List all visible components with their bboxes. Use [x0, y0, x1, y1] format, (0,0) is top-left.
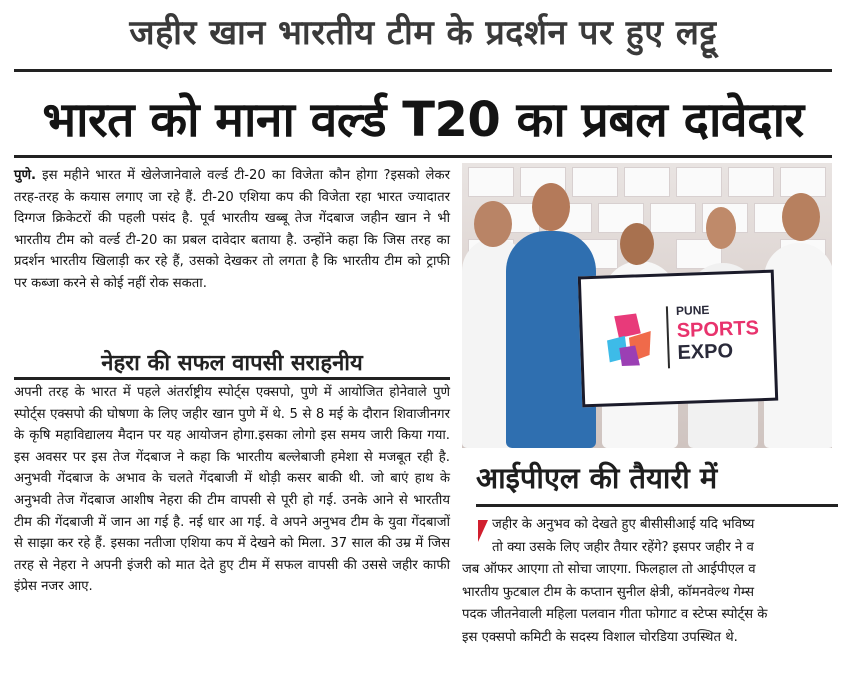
expo-logo-icon: [604, 311, 656, 369]
ipl-line: भारतीय फुटबाल टीम के कप्तान सुनील क्षेत्री, कॉमनवेल्थ गेम्स: [462, 584, 755, 600]
placard-line-1: PUNE: [675, 302, 710, 319]
lead-text: इस महीने भारत में खेलेजानेवाले वर्ल्ड टी-20 का विजेता कौन होगा ?इसको लेकर तरह-तरह के कयास लगाए जा रहे हैं. टी-20 एशिया कप की विजेता रहा भारत ज्यादातर दिग्गज क्रिकेटरों की पहली पसंद है. पूर्व भारतीय खब्बू तेज गेंदबाज जहीन खान ने भी भारतीय टीम को वर्ल्ड टी-20 का प्रबल दावेदार बताया है. उन्होंने कहा कि जिस तरह का प्रदर्शन भारतीय खिलाड़ी कर रहे हैं, उसको देखकर तो लगता है कि भारतीय टीम को ट्राफी पर कब्जा करने से कोई नहीं रोक सकता.: [14, 168, 450, 291]
kicker-headline: जहीर खान भारतीय टीम के प्रदर्शन पर हुए लट्टू: [129, 13, 717, 53]
ipl-paragraph: [462, 514, 840, 649]
expo-logo-placard: [578, 270, 778, 408]
ipl-subheading: आईपीएल की तैयारी में: [476, 458, 838, 507]
dateline: पुणे.: [14, 168, 37, 183]
ipl-line: जब ऑफर आएगा तो सोचा जाएगा. फिलहाल तो आईपीएल व: [462, 562, 756, 577]
body-paragraph: अपनी तरह के भारत में पहले अंतर्राष्ट्रीय स्पोर्ट्स एक्सपो, पुणे में आयोजित होनेवाले पुणे स्पोर्ट्स एक्सपो की घोषणा के लिए जहीर खान पुणे में थे. 5 से 8 मई के दौरान शिवाजीनगर के कृषि महाविद्यालय मैदान पर यह आयोजन होगा.इसका लोगो इस समय जारी किया गया. इस अवसर पर इस तेज गेंदबाज ने कहा कि भारतीय बल्लेबाजी हमेशा से मजबूत रही है. अनुभवी गेंदबाज के अभाव के चलते गेंदबाजी में थोड़ी कसर बाकी थी. जो बाएं हाथ के अनुभवी तेज गेंदबाज आशीष नेहरा की टीम वापसी से पूरी हो गई. उनके आने से भारतीय टीम की गेंदबाजी में जान आ गई है. नई धार आ गई. वे अपने अनुभव टीम के युवा गेंदबाजों से साझा कर रहे हैं. इसका नतीजा एशिया कप में देखने को मिला. 37 साल की उम्र में जिस तरह से नेहरा ने अपनी इंजरी को मात देते हुए टीम में सफल वापसी की उससे जहीर काफी इंप्रेस नजर आए.: [14, 385, 450, 595]
divider: [14, 69, 832, 72]
placard-line-2: SPORTS: [676, 317, 760, 343]
subheading: नेहरा की सफल वापसी सराहनीय: [14, 347, 450, 380]
divider: [14, 155, 832, 158]
event-photo: [462, 163, 832, 448]
placard-line-3: EXPO: [677, 340, 734, 365]
ipl-line: पदक जीतनेवाली महिला पलवान गीता फोगाट व स्टेप्स स्पोर्ट्स के: [462, 607, 768, 622]
ipl-line: जहीर के अनुभव को देखते हुए बीसीसीआई यदि भविष्य: [492, 517, 755, 532]
ipl-line: इस एक्सपो कमिटी के सदस्य विशाल चोरडिया उपस्थित थे.: [462, 629, 738, 645]
ipl-line: तो क्या उसके लिए जहीर तैयार रहेंगे? इसपर जहीर ने व: [492, 539, 754, 555]
lead-paragraph: [14, 165, 450, 295]
main-headline: भारत को माना वर्ल्ड T20 का प्रबल दावेदार: [42, 92, 804, 148]
